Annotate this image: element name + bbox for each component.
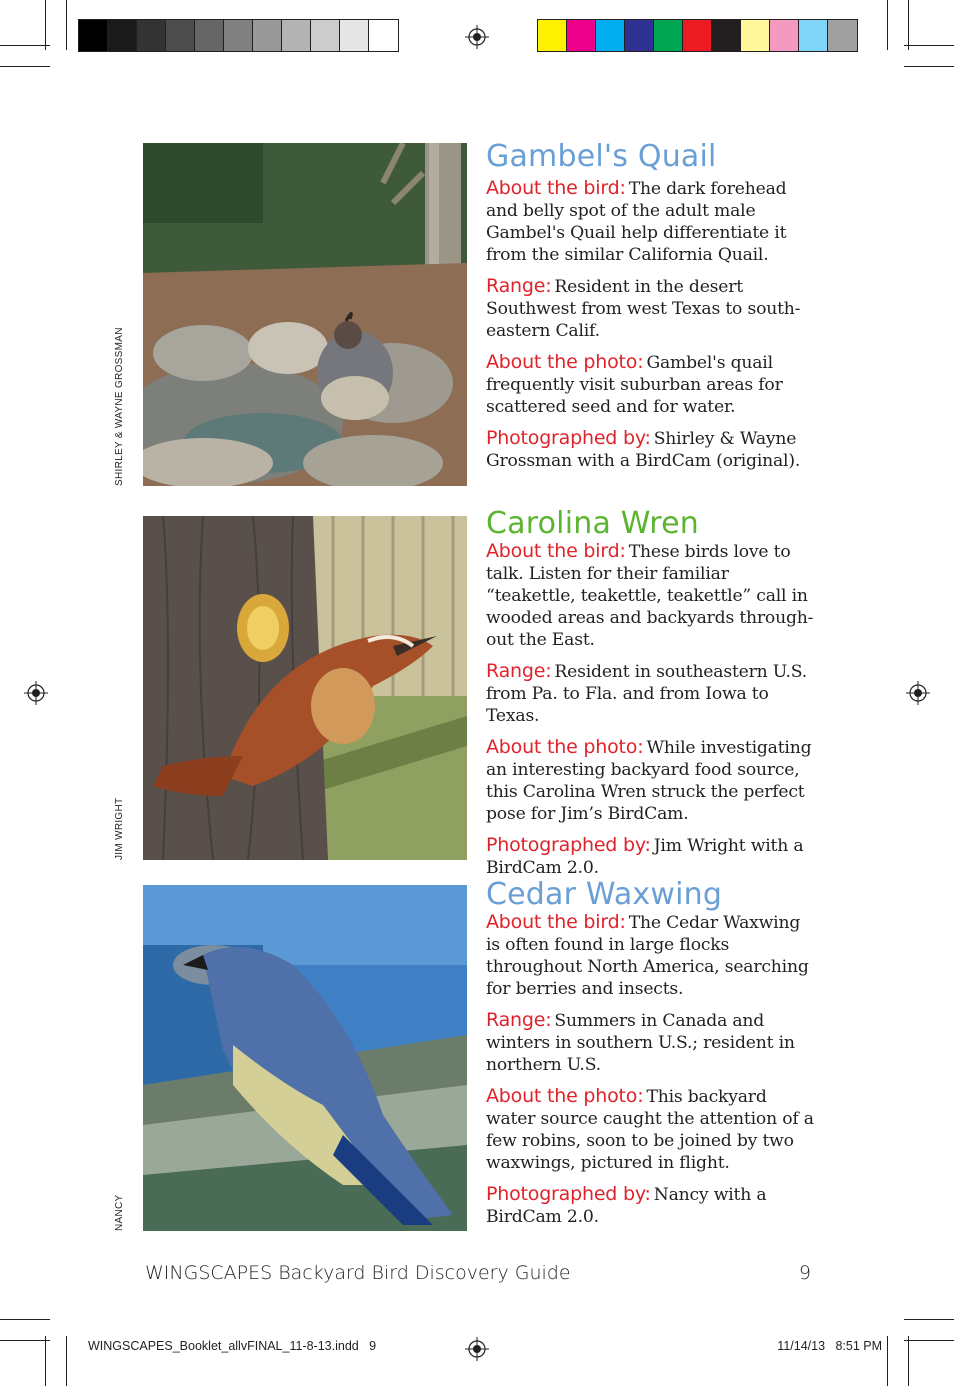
grayscale-color-bar xyxy=(78,19,399,52)
color-swatch xyxy=(741,20,770,51)
file-slug: WINGSCAPES_Booklet_allvFINAL_11-8-13.indd 9 xyxy=(88,1339,377,1353)
color-swatch xyxy=(340,20,369,51)
crop-mark xyxy=(66,1336,67,1386)
about-bird xyxy=(486,911,816,1000)
color-swatch xyxy=(596,20,625,51)
crop-mark xyxy=(45,0,46,50)
photographed-by-label: Photographed by: xyxy=(486,1183,651,1205)
color-swatch xyxy=(799,20,828,51)
color-swatch xyxy=(625,20,654,51)
crop-mark xyxy=(904,1319,954,1320)
color-swatch xyxy=(369,20,398,51)
registration-mark-icon xyxy=(906,681,930,705)
print-timestamp: 11/14/13 8:51 PM xyxy=(777,1339,882,1353)
crop-mark xyxy=(904,66,954,67)
color-swatch xyxy=(712,20,741,51)
range-text: Summers in Canada and winters in southern U.S.; resident in northern U.S. xyxy=(486,1011,795,1075)
about-photo-label: About the photo: xyxy=(486,736,644,758)
crop-mark xyxy=(904,45,954,46)
registration-mark-icon xyxy=(465,1337,489,1361)
range-label: Range: xyxy=(486,660,552,682)
range-text: Resident in the desert Southwest from west Texas to southeastern Calif. xyxy=(486,277,801,341)
about-photo-label: About the photo: xyxy=(486,1085,644,1107)
about-bird-text: These birds love to talk. Listen for their familiar “teakettle, teakettle, teakettle” call in wooded areas and backyards throughout the East. xyxy=(486,542,814,650)
about-bird-text: The dark forehead and belly spot of the adult male Gambel's Quail help differentiate it from the similar California Quail. xyxy=(486,179,787,265)
gambels-quail-photo xyxy=(143,143,467,486)
registration-mark-icon xyxy=(465,25,489,49)
range xyxy=(486,1009,816,1076)
color-swatch xyxy=(282,20,311,51)
crop-mark xyxy=(0,1319,50,1320)
photographed-by xyxy=(486,427,816,472)
photo-credit: SHIRLEY & WAYNE GROSSMAN xyxy=(114,327,125,486)
about-photo-text: While investigating an interesting backyard food source, this Carolina Wren struck the perfect pose for Jim’s BirdCam. xyxy=(486,738,812,824)
color-swatch xyxy=(224,20,253,51)
bird-name: Cedar Waxwing xyxy=(486,877,723,912)
photographed-by xyxy=(486,1183,816,1228)
about-photo-text: This backyard water source caught the attention of a few robins, soon to be joined by two waxwings, pictured in flight. xyxy=(486,1087,814,1173)
about-photo-text: Gambel's quail frequently visit suburban areas for scattered seed and for water. xyxy=(486,353,783,417)
crop-mark xyxy=(908,0,909,50)
about-bird-label: About the bird: xyxy=(486,911,626,933)
about-photo xyxy=(486,736,816,825)
bird-entry-gambels-quail xyxy=(486,141,816,481)
range xyxy=(486,275,816,342)
color-swatch xyxy=(166,20,195,51)
photographed-by-label: Photographed by: xyxy=(486,427,651,449)
color-swatch xyxy=(770,20,799,51)
crop-mark xyxy=(904,1340,954,1341)
color-swatch xyxy=(828,20,857,51)
registration-mark-icon xyxy=(24,681,48,705)
crop-mark xyxy=(0,66,50,67)
color-swatch xyxy=(108,20,137,51)
range-text: Resident in southeastern U.S. from Pa. to Fla. and from Iowa to Texas. xyxy=(486,662,807,726)
bird-name: Gambel's Quail xyxy=(486,139,717,174)
about-bird-label: About the bird: xyxy=(486,540,626,562)
color-swatch xyxy=(311,20,340,51)
carolina-wren-photo xyxy=(143,516,467,860)
process-color-bar xyxy=(537,19,858,52)
photo-credit: NANCY xyxy=(114,1194,125,1231)
range-label: Range: xyxy=(486,1009,552,1031)
photographed-by xyxy=(486,834,816,879)
about-photo-label: About the photo: xyxy=(486,351,644,373)
page-footer xyxy=(145,1262,811,1284)
color-swatch xyxy=(137,20,166,51)
crop-mark xyxy=(887,0,888,50)
range-label: Range: xyxy=(486,275,552,297)
about-bird-text: The Cedar Waxwing is often found in large flocks throughout North America, searching for berries and insects. xyxy=(486,913,809,999)
photographed-by-text: Jim Wright with a BirdCam 2.0. xyxy=(486,836,804,878)
footer-title: WINGSCAPES Backyard Bird Discovery Guide xyxy=(145,1262,571,1284)
color-swatch xyxy=(195,20,224,51)
color-swatch xyxy=(79,20,108,51)
color-swatch xyxy=(683,20,712,51)
color-swatch xyxy=(654,20,683,51)
photographed-by-text: Shirley & Wayne Grossman with a BirdCam (original). xyxy=(486,429,801,471)
bird-entry-carolina-wren xyxy=(486,508,816,888)
range xyxy=(486,660,816,727)
about-bird-label: About the bird: xyxy=(486,177,626,199)
crop-mark xyxy=(887,1336,888,1386)
crop-mark xyxy=(908,1336,909,1386)
color-swatch xyxy=(253,20,282,51)
photo-credit: JIM WRIGHT xyxy=(114,797,125,860)
color-swatch xyxy=(538,20,567,51)
bird-entry-cedar-waxwing xyxy=(486,879,816,1237)
cedar-waxwing-photo xyxy=(143,885,467,1231)
crop-mark xyxy=(0,45,50,46)
about-photo xyxy=(486,1085,816,1174)
photographed-by-label: Photographed by: xyxy=(486,834,651,856)
photographed-by-text: Nancy with a BirdCam 2.0. xyxy=(486,1185,767,1227)
bird-name: Carolina Wren xyxy=(486,506,700,541)
crop-mark xyxy=(45,1336,46,1386)
crop-mark xyxy=(0,1340,50,1341)
crop-mark xyxy=(66,0,67,50)
about-bird xyxy=(486,177,816,266)
color-swatch xyxy=(567,20,596,51)
about-photo xyxy=(486,351,816,418)
page-number: 9 xyxy=(798,1262,811,1284)
about-bird xyxy=(486,540,816,651)
